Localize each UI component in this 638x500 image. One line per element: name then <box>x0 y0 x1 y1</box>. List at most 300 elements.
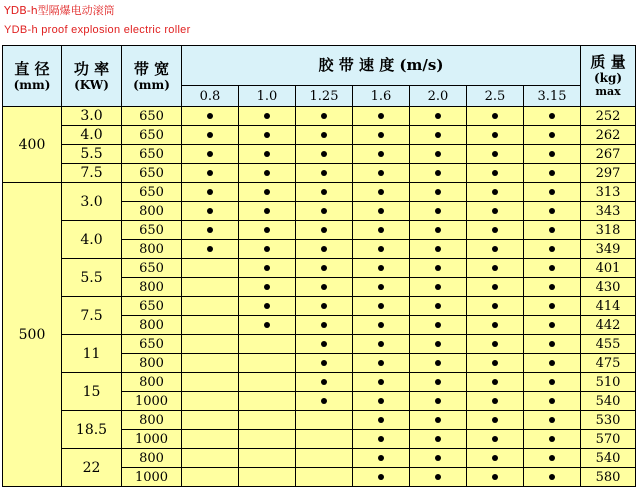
speed-availability-cell <box>467 164 524 183</box>
belt-width-cell: 1000 <box>122 430 182 449</box>
speed-header-cell: 3.15 <box>524 86 581 107</box>
speed-availability-cell <box>182 259 239 278</box>
availability-dot-icon <box>435 398 441 404</box>
availability-dot-icon <box>435 360 441 366</box>
speed-availability-cell <box>296 221 353 240</box>
speed-availability-cell <box>239 316 296 335</box>
availability-dot-icon <box>492 341 498 347</box>
belt-width-cell: 650 <box>122 221 182 240</box>
diameter-cell: 400 <box>3 107 62 183</box>
availability-dot-icon <box>492 398 498 404</box>
speed-availability-cell <box>410 164 467 183</box>
availability-dot-icon <box>549 341 555 347</box>
speed-header-cell: 1.6 <box>353 86 410 107</box>
availability-dot-icon <box>321 398 327 404</box>
availability-dot-icon <box>207 246 213 252</box>
speed-availability-cell <box>239 164 296 183</box>
availability-dot-icon <box>435 341 441 347</box>
speed-availability-cell <box>239 335 296 354</box>
speed-availability-cell <box>524 392 581 411</box>
availability-dot-icon <box>207 132 213 138</box>
speed-availability-cell <box>410 221 467 240</box>
speed-availability-cell <box>182 392 239 411</box>
speed-availability-cell <box>410 278 467 297</box>
table-row <box>3 411 636 430</box>
speed-availability-cell <box>182 335 239 354</box>
availability-dot-icon <box>549 360 555 366</box>
availability-dot-icon <box>264 208 270 214</box>
speed-availability-cell <box>296 297 353 316</box>
availability-dot-icon <box>378 398 384 404</box>
speed-availability-cell <box>296 392 353 411</box>
availability-dot-icon <box>549 170 555 176</box>
belt-width-cell: 800 <box>122 202 182 221</box>
speed-availability-cell <box>182 164 239 183</box>
availability-dot-icon <box>492 170 498 176</box>
header-mass-unit: (kg) <box>593 71 623 85</box>
belt-width-cell: 650 <box>122 259 182 278</box>
availability-dot-icon <box>435 436 441 442</box>
availability-dot-icon <box>492 417 498 423</box>
availability-dot-icon <box>492 360 498 366</box>
header-mass-label: 质 量 <box>590 53 626 71</box>
availability-dot-icon <box>378 227 384 233</box>
speed-availability-cell <box>239 145 296 164</box>
availability-dot-icon <box>378 322 384 328</box>
availability-dot-icon <box>264 189 270 195</box>
availability-dot-icon <box>435 322 441 328</box>
availability-dot-icon <box>492 284 498 290</box>
availability-dot-icon <box>492 474 498 480</box>
speed-availability-cell <box>296 202 353 221</box>
speed-availability-cell <box>410 430 467 449</box>
mass-cell: 343 <box>581 202 636 221</box>
mass-cell: 267 <box>581 145 636 164</box>
table-row <box>3 335 636 354</box>
availability-dot-icon <box>492 455 498 461</box>
speed-availability-cell <box>182 297 239 316</box>
availability-dot-icon <box>435 417 441 423</box>
availability-dot-icon <box>378 208 384 214</box>
availability-dot-icon <box>492 379 498 385</box>
header-belt-width <box>122 46 182 107</box>
speed-availability-cell <box>296 145 353 164</box>
availability-dot-icon <box>549 436 555 442</box>
speed-availability-cell <box>467 202 524 221</box>
speed-header-cell: 1.25 <box>296 86 353 107</box>
table-row <box>3 259 636 278</box>
speed-availability-cell <box>353 392 410 411</box>
speed-availability-cell <box>296 107 353 126</box>
availability-dot-icon <box>207 151 213 157</box>
mass-cell: 401 <box>581 259 636 278</box>
header-belt-speed: 胶 带 速 度 (m/s) <box>182 46 581 86</box>
availability-dot-icon <box>435 379 441 385</box>
availability-dot-icon <box>435 303 441 309</box>
speed-availability-cell <box>524 373 581 392</box>
speed-availability-cell <box>353 164 410 183</box>
availability-dot-icon <box>492 151 498 157</box>
availability-dot-icon <box>549 417 555 423</box>
header-power-unit: (KW) <box>74 77 109 92</box>
availability-dot-icon <box>492 246 498 252</box>
availability-dot-icon <box>321 284 327 290</box>
power-cell: 5.5 <box>62 259 122 297</box>
table-row <box>3 145 636 164</box>
availability-dot-icon <box>264 265 270 271</box>
availability-dot-icon <box>549 265 555 271</box>
availability-dot-icon <box>549 322 555 328</box>
availability-dot-icon <box>321 246 327 252</box>
availability-dot-icon <box>321 322 327 328</box>
belt-width-cell: 800 <box>122 278 182 297</box>
speed-availability-cell <box>467 316 524 335</box>
speed-availability-cell <box>410 468 467 487</box>
header-belt-width-label: 带 宽 <box>133 59 170 78</box>
availability-dot-icon <box>264 170 270 176</box>
availability-dot-icon <box>378 379 384 385</box>
availability-dot-icon <box>549 113 555 119</box>
availability-dot-icon <box>378 170 384 176</box>
availability-dot-icon <box>321 170 327 176</box>
speed-availability-cell <box>353 354 410 373</box>
speed-availability-cell <box>524 221 581 240</box>
availability-dot-icon <box>435 227 441 233</box>
speed-availability-cell <box>182 240 239 259</box>
mass-cell: 455 <box>581 335 636 354</box>
availability-dot-icon <box>492 113 498 119</box>
speed-availability-cell <box>524 107 581 126</box>
availability-dot-icon <box>492 436 498 442</box>
speed-availability-cell <box>182 354 239 373</box>
belt-width-cell: 1000 <box>122 468 182 487</box>
speed-availability-cell <box>353 335 410 354</box>
table-row <box>3 221 636 240</box>
availability-dot-icon <box>492 227 498 233</box>
caption-chinese: YDB-h型隔爆电动滚筒 <box>4 4 115 17</box>
mass-cell: 530 <box>581 411 636 430</box>
header-belt-width-unit: (mm) <box>133 77 170 92</box>
speed-availability-cell <box>353 202 410 221</box>
availability-dot-icon <box>321 132 327 138</box>
availability-dot-icon <box>321 208 327 214</box>
speed-availability-cell <box>353 145 410 164</box>
mass-cell: 414 <box>581 297 636 316</box>
availability-dot-icon <box>549 379 555 385</box>
availability-dot-icon <box>435 474 441 480</box>
spec-table-body <box>3 107 636 487</box>
availability-dot-icon <box>207 227 213 233</box>
speed-availability-cell <box>182 202 239 221</box>
speed-availability-cell <box>410 297 467 316</box>
speed-availability-cell <box>296 449 353 468</box>
availability-dot-icon <box>435 189 441 195</box>
speed-availability-cell <box>410 145 467 164</box>
speed-availability-cell <box>524 430 581 449</box>
belt-width-cell: 800 <box>122 240 182 259</box>
availability-dot-icon <box>378 189 384 195</box>
availability-dot-icon <box>549 284 555 290</box>
power-cell: 15 <box>62 373 122 411</box>
caption-english: YDB-h proof explosion electric roller <box>4 24 191 36</box>
speed-availability-cell <box>296 240 353 259</box>
mass-cell: 540 <box>581 392 636 411</box>
speed-availability-cell <box>353 373 410 392</box>
speed-availability-cell <box>239 430 296 449</box>
availability-dot-icon <box>207 189 213 195</box>
speed-availability-cell <box>296 335 353 354</box>
speed-availability-cell <box>410 373 467 392</box>
speed-availability-cell <box>467 430 524 449</box>
speed-availability-cell <box>353 240 410 259</box>
belt-width-cell: 800 <box>122 354 182 373</box>
speed-availability-cell <box>353 107 410 126</box>
belt-width-cell: 800 <box>122 411 182 430</box>
speed-availability-cell <box>239 278 296 297</box>
speed-availability-cell <box>467 107 524 126</box>
availability-dot-icon <box>378 341 384 347</box>
speed-availability-cell <box>239 107 296 126</box>
speed-availability-cell <box>467 373 524 392</box>
availability-dot-icon <box>378 113 384 119</box>
speed-availability-cell <box>524 411 581 430</box>
availability-dot-icon <box>264 132 270 138</box>
speed-availability-cell <box>239 392 296 411</box>
availability-dot-icon <box>378 284 384 290</box>
belt-width-cell: 650 <box>122 297 182 316</box>
speed-availability-cell <box>239 449 296 468</box>
availability-dot-icon <box>321 227 327 233</box>
belt-width-cell: 800 <box>122 449 182 468</box>
speed-availability-cell <box>353 430 410 449</box>
speed-availability-cell <box>524 354 581 373</box>
speed-availability-cell <box>410 449 467 468</box>
speed-availability-cell <box>467 354 524 373</box>
availability-dot-icon <box>549 227 555 233</box>
speed-availability-cell <box>467 468 524 487</box>
speed-availability-cell <box>239 373 296 392</box>
availability-dot-icon <box>321 151 327 157</box>
availability-dot-icon <box>492 189 498 195</box>
speed-availability-cell <box>524 316 581 335</box>
speed-availability-cell <box>182 316 239 335</box>
speed-availability-cell <box>296 164 353 183</box>
speed-availability-cell <box>467 126 524 145</box>
speed-availability-cell <box>410 202 467 221</box>
speed-availability-cell <box>524 449 581 468</box>
speed-availability-cell <box>410 411 467 430</box>
header-diameter-label: 直 径 <box>14 59 50 78</box>
availability-dot-icon <box>321 379 327 385</box>
belt-width-cell: 650 <box>122 183 182 202</box>
speed-availability-cell <box>182 411 239 430</box>
speed-availability-cell <box>467 297 524 316</box>
availability-dot-icon <box>549 189 555 195</box>
mass-cell: 510 <box>581 373 636 392</box>
speed-availability-cell <box>467 392 524 411</box>
availability-dot-icon <box>549 208 555 214</box>
availability-dot-icon <box>435 113 441 119</box>
power-cell: 18.5 <box>62 411 122 449</box>
power-cell: 3.0 <box>62 183 122 221</box>
diameter-cell: 500 <box>3 183 62 487</box>
speed-availability-cell <box>353 449 410 468</box>
speed-availability-cell <box>524 468 581 487</box>
availability-dot-icon <box>378 417 384 423</box>
speed-header-cell: 2.5 <box>467 86 524 107</box>
availability-dot-icon <box>435 132 441 138</box>
availability-dot-icon <box>492 208 498 214</box>
availability-dot-icon <box>378 151 384 157</box>
mass-cell: 313 <box>581 183 636 202</box>
speed-availability-cell <box>239 126 296 145</box>
speed-availability-cell <box>467 449 524 468</box>
speed-availability-cell <box>410 107 467 126</box>
availability-dot-icon <box>492 303 498 309</box>
availability-dot-icon <box>378 455 384 461</box>
availability-dot-icon <box>378 265 384 271</box>
table-row <box>3 373 636 392</box>
power-cell: 7.5 <box>62 164 122 183</box>
speed-availability-cell <box>467 240 524 259</box>
speed-availability-cell <box>239 468 296 487</box>
speed-availability-cell <box>182 373 239 392</box>
speed-availability-cell <box>410 316 467 335</box>
speed-availability-cell <box>182 183 239 202</box>
belt-width-cell: 650 <box>122 107 182 126</box>
speed-availability-cell <box>296 126 353 145</box>
speed-header-cell: 2.0 <box>410 86 467 107</box>
power-cell: 11 <box>62 335 122 373</box>
availability-dot-icon <box>435 265 441 271</box>
mass-cell: 580 <box>581 468 636 487</box>
speed-availability-cell <box>239 221 296 240</box>
availability-dot-icon <box>264 284 270 290</box>
mass-cell: 540 <box>581 449 636 468</box>
speed-availability-cell <box>239 202 296 221</box>
availability-dot-icon <box>549 474 555 480</box>
availability-dot-icon <box>549 246 555 252</box>
speed-availability-cell <box>524 183 581 202</box>
speed-availability-cell <box>410 335 467 354</box>
speed-availability-cell <box>410 183 467 202</box>
speed-availability-cell <box>296 430 353 449</box>
availability-dot-icon <box>264 113 270 119</box>
availability-dot-icon <box>378 246 384 252</box>
speed-availability-cell <box>524 145 581 164</box>
table-row <box>3 297 636 316</box>
availability-dot-icon <box>321 341 327 347</box>
speed-availability-cell <box>467 411 524 430</box>
mass-cell: 262 <box>581 126 636 145</box>
speed-availability-cell <box>353 297 410 316</box>
mass-cell: 570 <box>581 430 636 449</box>
availability-dot-icon <box>378 132 384 138</box>
belt-width-cell: 650 <box>122 164 182 183</box>
availability-dot-icon <box>378 303 384 309</box>
speed-availability-cell <box>524 335 581 354</box>
speed-availability-cell <box>524 164 581 183</box>
availability-dot-icon <box>378 436 384 442</box>
speed-availability-cell <box>239 259 296 278</box>
availability-dot-icon <box>549 398 555 404</box>
table-row <box>3 107 636 126</box>
speed-availability-cell <box>353 278 410 297</box>
mass-cell: 349 <box>581 240 636 259</box>
header-mass-max: max <box>595 85 621 98</box>
availability-dot-icon <box>321 303 327 309</box>
power-cell: 5.5 <box>62 145 122 164</box>
speed-availability-cell <box>410 240 467 259</box>
availability-dot-icon <box>264 151 270 157</box>
speed-availability-cell <box>239 354 296 373</box>
speed-availability-cell <box>296 354 353 373</box>
availability-dot-icon <box>264 303 270 309</box>
table-row <box>3 126 636 145</box>
availability-dot-icon <box>264 246 270 252</box>
speed-availability-cell <box>524 278 581 297</box>
speed-availability-cell <box>182 278 239 297</box>
availability-dot-icon <box>549 151 555 157</box>
speed-availability-cell <box>296 468 353 487</box>
availability-dot-icon <box>264 227 270 233</box>
belt-width-cell: 1000 <box>122 392 182 411</box>
speed-availability-cell <box>353 411 410 430</box>
speed-availability-cell <box>296 411 353 430</box>
availability-dot-icon <box>207 113 213 119</box>
belt-width-cell: 800 <box>122 373 182 392</box>
power-cell: 22 <box>62 449 122 487</box>
availability-dot-icon <box>492 132 498 138</box>
speed-availability-cell <box>467 183 524 202</box>
belt-width-cell: 650 <box>122 335 182 354</box>
availability-dot-icon <box>549 455 555 461</box>
availability-dot-icon <box>435 246 441 252</box>
speed-availability-cell <box>182 126 239 145</box>
belt-width-cell: 650 <box>122 145 182 164</box>
availability-dot-icon <box>549 132 555 138</box>
speed-availability-cell <box>410 259 467 278</box>
speed-availability-cell <box>467 221 524 240</box>
speed-availability-cell <box>524 126 581 145</box>
speed-availability-cell <box>410 392 467 411</box>
speed-availability-cell <box>296 183 353 202</box>
belt-width-cell: 800 <box>122 316 182 335</box>
speed-availability-cell <box>524 259 581 278</box>
speed-availability-cell <box>467 278 524 297</box>
mass-cell: 475 <box>581 354 636 373</box>
power-cell: 4.0 <box>62 221 122 259</box>
table-row <box>3 183 636 202</box>
speed-header-cell: 0.8 <box>182 86 239 107</box>
mass-cell: 430 <box>581 278 636 297</box>
header-power-label: 功 率 <box>73 59 110 78</box>
speed-availability-cell <box>182 107 239 126</box>
header-mass <box>581 46 636 107</box>
speed-availability-cell <box>467 335 524 354</box>
mass-cell: 442 <box>581 316 636 335</box>
speed-availability-cell <box>353 316 410 335</box>
header-power <box>62 46 122 107</box>
power-cell: 4.0 <box>62 126 122 145</box>
speed-availability-cell <box>353 468 410 487</box>
speed-availability-cell <box>467 259 524 278</box>
availability-dot-icon <box>435 455 441 461</box>
power-cell: 3.0 <box>62 107 122 126</box>
speed-availability-cell <box>182 468 239 487</box>
header-diameter-unit: (mm) <box>13 77 51 92</box>
speed-availability-cell <box>239 240 296 259</box>
